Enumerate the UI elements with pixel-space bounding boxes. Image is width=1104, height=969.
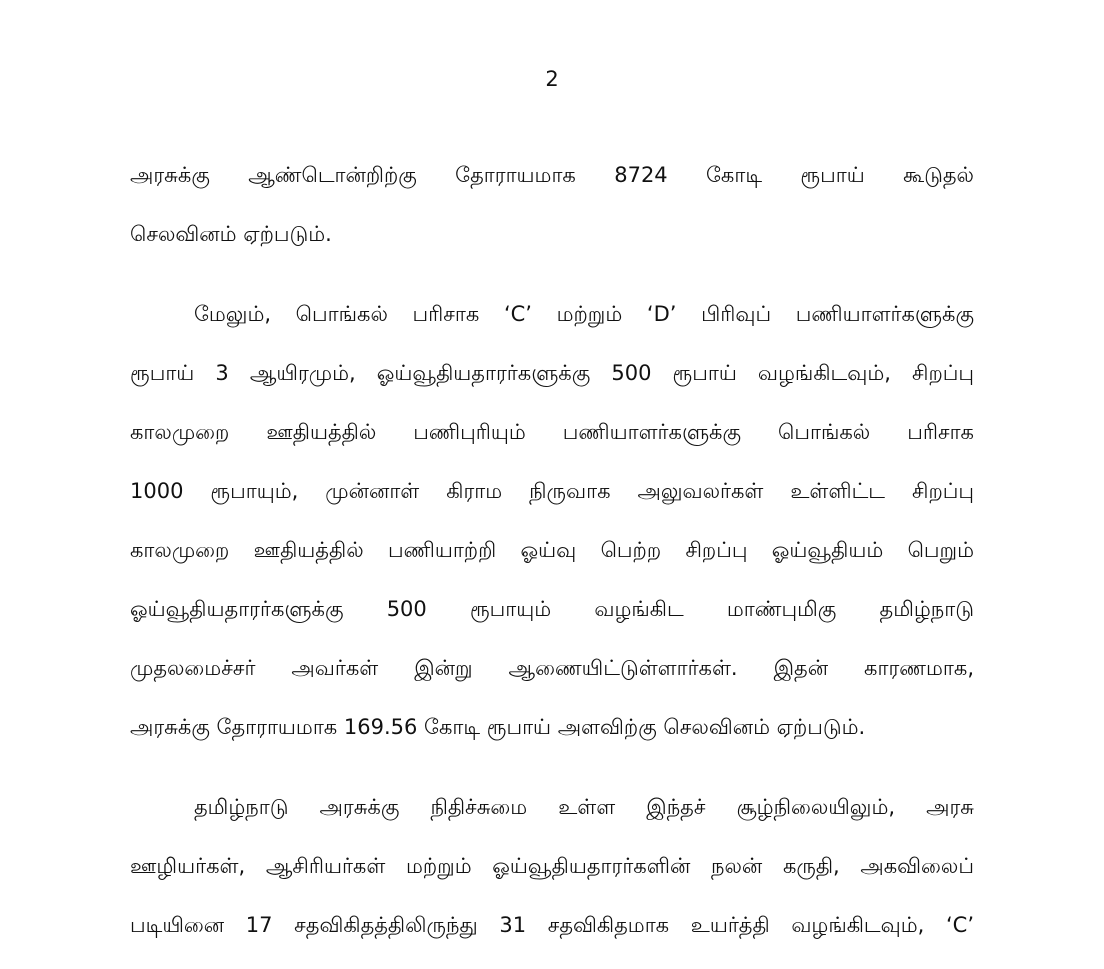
text-line: ரூபாய் 3 ஆயிரமும், ஓய்வூதியதாரர்களுக்கு 500 ரூபாய் வழங்கிடவும், சிறப்பு bbox=[130, 361, 974, 385]
text-line: முதலமைச்சர் அவர்கள் இன்று ஆணையிட்டுள்ளார்கள். இதன் காரணமாக, bbox=[130, 656, 974, 680]
text-line: தமிழ்நாடு அரசுக்கு நிதிச்சுமை உள்ள இந்தச் சூழ்நிலையிலும், அரசு bbox=[194, 795, 974, 819]
text-line: அரசுக்கு ஆண்டொன்றிற்கு தோராயமாக 8724 கோடி ரூபாய் கூடுதல் bbox=[130, 163, 974, 187]
text-line: 1000 ரூபாயும், முன்னாள் கிராம நிருவாக அலுவலர்கள் உள்ளிட்ட சிறப்பு bbox=[130, 479, 974, 503]
paragraph-pongal-gift bbox=[130, 299, 974, 771]
text-line: படியினை 17 சதவிகிதத்திலிருந்து 31 சதவிகிதமாக உயர்த்தி வழங்கிடவும், ‘C’ bbox=[130, 913, 974, 937]
text-line: காலமுறை ஊதியத்தில் பணிபுரியும் பணியாளர்களுக்கு பொங்கல் பரிசாக bbox=[130, 420, 974, 444]
text-line: ஊழியர்கள், ஆசிரியர்கள் மற்றும் ஓய்வூதியதாரர்களின் நலன் கருதி, அகவிலைப் bbox=[130, 854, 974, 878]
text-line: செலவினம் ஏற்படும். bbox=[130, 222, 332, 246]
text-line: அரசுக்கு தோராயமாக 169.56 கோடி ரூபாய் அளவிற்கு செலவினம் ஏற்படும். bbox=[130, 715, 866, 739]
page-number: 2 bbox=[545, 67, 559, 91]
paragraph-dearness-allowance bbox=[130, 792, 974, 969]
text-line: காலமுறை ஊதியத்தில் பணியாற்றி ஓய்வு பெற்ற சிறப்பு ஓய்வூதியம் பெறும் bbox=[130, 538, 974, 562]
text-line: மேலும், பொங்கல் பரிசாக ‘C’ மற்றும் ‘D’ பிரிவுப் பணியாளர்களுக்கு bbox=[194, 302, 974, 326]
text-line: ஓய்வூதியதாரர்களுக்கு 500 ரூபாயும் வழங்கிட மாண்புமிகு தமிழ்நாடு bbox=[130, 597, 974, 621]
paragraph-expenditure-note bbox=[130, 160, 974, 278]
